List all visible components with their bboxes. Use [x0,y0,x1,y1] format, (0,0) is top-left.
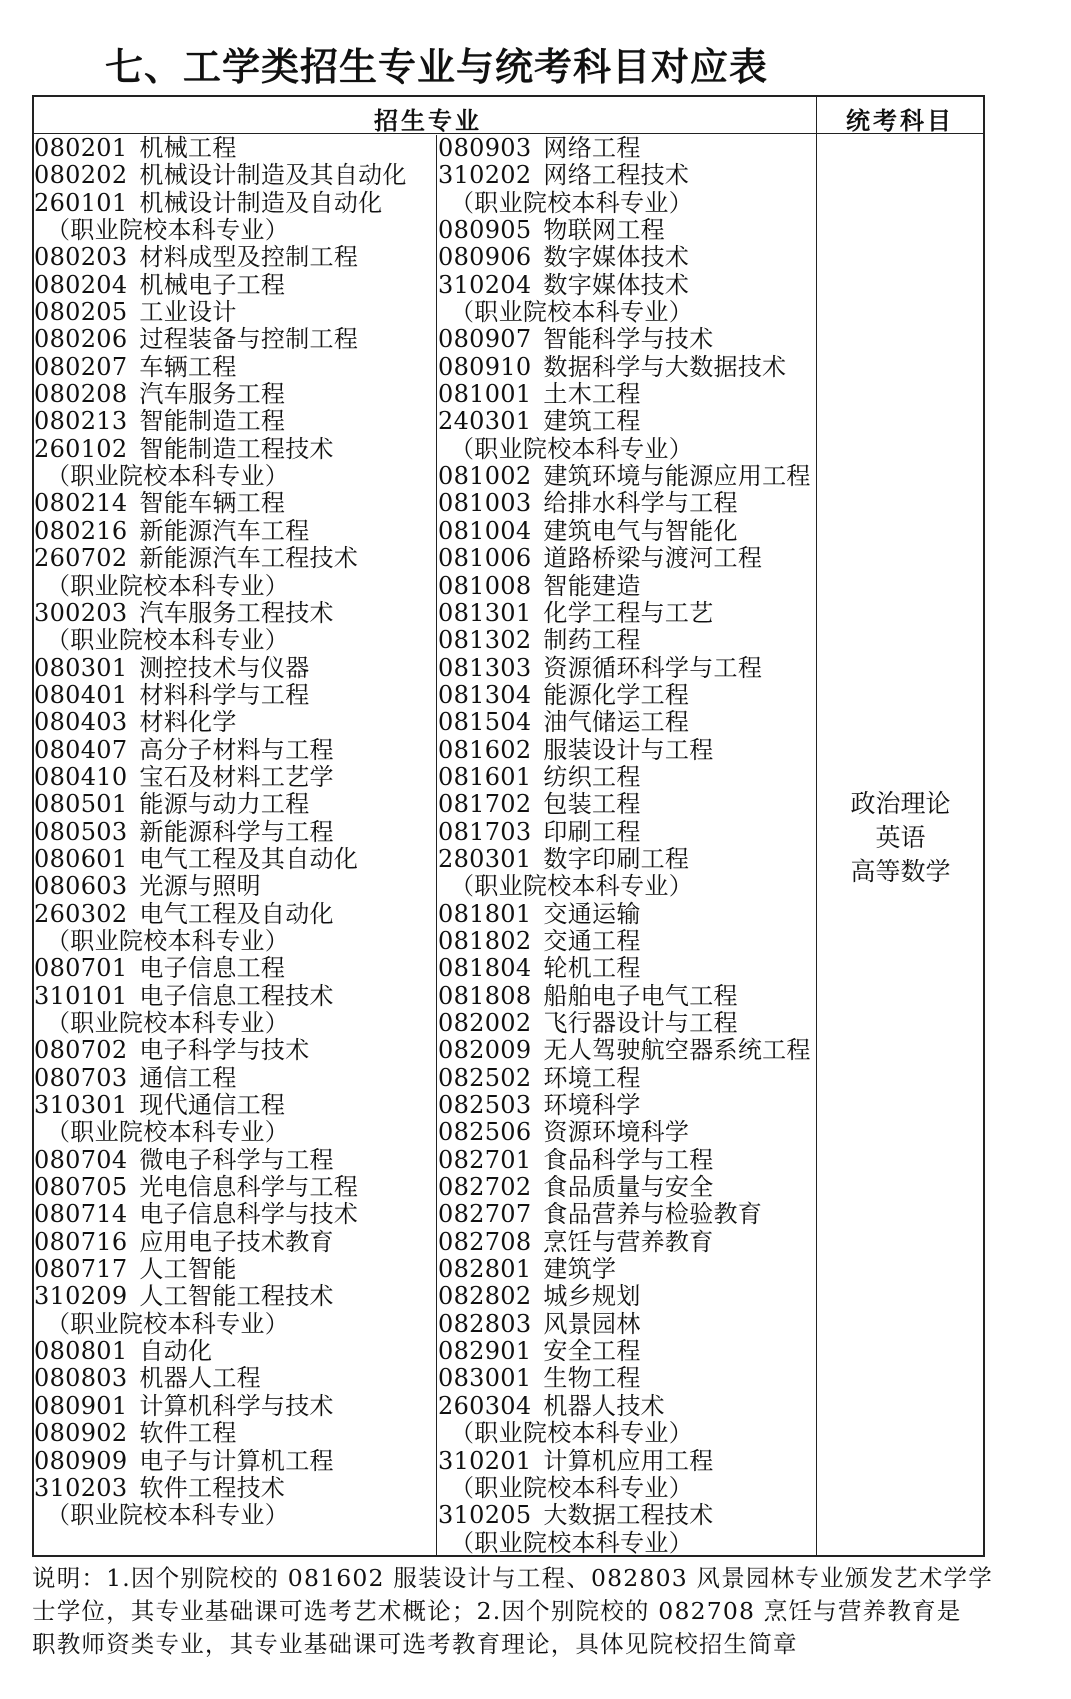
major-name: 给排水科学与工程 [543,490,738,518]
major-code: 080906 [438,244,532,272]
major-row [34,436,434,463]
major-code: 081602 [438,736,532,764]
header-divider [34,133,983,134]
major-note: （职业院校本科专业） [46,1310,289,1338]
major-name: 数据科学与大数据技术 [543,353,787,381]
major-note: （职业院校本科专业） [46,217,289,245]
major-code: 081802 [438,927,532,955]
major-code: 080717 [34,1256,128,1284]
major-name: 机械工程 [139,135,237,162]
major-note: （职业院校本科专业） [46,627,289,655]
major-code: 081002 [438,463,532,491]
major-row [438,1338,814,1365]
major-row [34,873,434,900]
major-name: 土木工程 [543,381,641,409]
major-row [34,791,434,818]
major-name: 机械设计制造及其自动化 [139,162,407,190]
major-name: 环境科学 [543,1092,641,1120]
major-code: 310202 [438,162,532,190]
major-code: 081003 [438,490,532,518]
major-row [34,764,434,791]
major-name: 数字印刷工程 [543,845,690,873]
major-row [438,573,814,600]
major-code: 080702 [34,1037,128,1065]
major-code: 310301 [34,1092,128,1120]
major-name: 光源与照明 [139,873,261,901]
major-code: 310203 [34,1474,128,1502]
major-name: 过程装备与控制工程 [139,326,359,354]
major-name: 电子信息工程 [139,955,286,983]
major-name: 建筑工程 [543,408,641,436]
major-code: 080903 [438,135,532,162]
column-divider-majors [436,135,437,1555]
major-name: 微电子科学与工程 [139,1146,334,1174]
major-row [34,901,434,928]
major-code: 082009 [438,1037,532,1065]
major-row [34,682,434,709]
major-code: 080214 [34,490,128,518]
major-code: 080205 [34,299,128,327]
major-code: 080301 [34,654,128,682]
major-code: 081804 [438,955,532,983]
major-code: 081504 [438,709,532,737]
major-row [438,1092,814,1119]
major-name: 计算机科学与技术 [139,1392,334,1420]
major-row [438,1256,814,1283]
subject-item: 英语 [875,823,926,852]
major-code: 080701 [34,955,128,983]
major-row [34,272,434,299]
major-row [34,162,434,189]
major-code: 081001 [438,381,532,409]
major-row [438,217,814,244]
major-code: 080503 [34,818,128,846]
major-name: 网络工程 [543,135,641,162]
major-name: 物联网工程 [543,217,665,245]
major-code: 080202 [34,162,128,190]
major-code: 260304 [438,1392,532,1420]
major-code: 080803 [34,1365,128,1393]
major-row [34,819,434,846]
major-row [34,354,434,381]
major-code: 080410 [34,763,128,791]
major-code: 080902 [34,1420,128,1448]
major-row [34,1393,434,1420]
page-title: 七、工学类招生专业与统考科目对应表 [105,45,769,89]
major-row [34,1256,434,1283]
major-code: 240301 [438,408,532,436]
major-row [34,518,434,545]
major-note: （职业院校本科专业） [46,1010,289,1037]
major-code: 082503 [438,1092,532,1120]
major-note: （职业院校本科专业） [450,189,693,217]
major-row [438,1283,814,1310]
major-name: 油气储运工程 [543,709,690,737]
major-code: 310201 [438,1447,532,1475]
major-row [438,1229,814,1256]
major-row [34,1365,434,1392]
major-name: 船舶电子电气工程 [543,982,738,1010]
major-code: 081006 [438,545,532,573]
footnote-line: 职教师资类专业，其专业基础课可选考教育理论，具体见院校招生简章 [32,1630,798,1658]
major-code: 080705 [34,1174,128,1202]
major-name: 工业设计 [139,299,237,327]
major-row [34,545,434,572]
major-row [34,1475,434,1502]
major-row [438,1037,814,1064]
major-code: 080207 [34,353,128,381]
major-name: 汽车服务工程 [139,381,286,409]
major-code: 080801 [34,1338,128,1366]
major-name: 材料成型及控制工程 [139,244,359,272]
major-name: 光电信息科学与工程 [139,1174,359,1202]
major-name: 机器人工程 [139,1365,261,1393]
major-code: 080716 [34,1228,128,1256]
major-name: 电子科学与技术 [139,1037,310,1065]
major-row [438,1393,814,1420]
major-name: 机械电子工程 [139,271,286,299]
major-name: 人工智能工程技术 [139,1283,334,1311]
major-name: 印刷工程 [543,818,641,846]
major-row [34,1147,434,1174]
major-row [34,955,434,982]
major-note: （职业院校本科专业） [46,1502,289,1530]
major-row [34,1065,434,1092]
major-row [438,983,814,1010]
major-code: 080601 [34,845,128,873]
major-row [438,272,814,299]
major-note: （职业院校本科专业） [46,572,289,600]
major-code: 310204 [438,271,532,299]
major-name: 新能源汽车工程技术 [139,545,359,573]
major-name: 飞行器设计与工程 [543,1010,738,1037]
major-name: 交通运输 [543,900,641,928]
major-code: 083001 [438,1365,532,1393]
major-row [34,135,434,162]
major-note: （职业院校本科专业） [450,873,693,901]
major-code: 080909 [34,1447,128,1475]
major-row [438,463,814,490]
major-row [438,1174,814,1201]
major-row [438,737,814,764]
major-name: 材料科学与工程 [139,681,310,709]
major-row [34,1229,434,1256]
major-name: 服装设计与工程 [543,736,714,764]
major-name: 生物工程 [543,1365,641,1393]
major-name: 机械设计制造及自动化 [139,189,383,217]
major-name: 车辆工程 [139,353,237,381]
major-row [34,1338,434,1365]
major-row [438,627,814,654]
major-row [34,737,434,764]
major-code: 080204 [34,271,128,299]
major-code: 260302 [34,900,128,928]
major-code: 082701 [438,1146,532,1174]
major-code: 080603 [34,873,128,901]
major-row [438,1365,814,1392]
major-row [34,709,434,736]
major-code: 080403 [34,709,128,737]
major-code: 081601 [438,763,532,791]
major-code: 080714 [34,1201,128,1229]
major-row [438,819,814,846]
major-code: 310101 [34,982,128,1010]
major-code: 080703 [34,1064,128,1092]
footnote-line: 说明：1.因个别院校的 081602 服装设计与工程、082803 风景园林专业颁发艺术学学 [32,1564,993,1592]
major-name: 数字媒体技术 [543,244,690,272]
major-name: 现代通信工程 [139,1092,286,1120]
major-code: 300203 [34,599,128,627]
major-code: 081703 [438,818,532,846]
exam-subjects [816,787,985,889]
major-row [438,764,814,791]
major-row [438,518,814,545]
major-note: （职业院校本科专业） [450,1474,693,1502]
major-row [34,408,434,435]
major-row [438,846,814,873]
major-name: 智能建造 [543,572,641,600]
major-code: 081702 [438,791,532,819]
major-row [438,1147,814,1174]
major-code: 082708 [438,1228,532,1256]
major-code: 080206 [34,326,128,354]
major-name: 计算机应用工程 [543,1447,714,1475]
major-name: 材料化学 [139,709,237,737]
major-name: 安全工程 [543,1338,641,1366]
major-code: 081302 [438,627,532,655]
major-code: 081304 [438,681,532,709]
subject-item: 高等数学 [850,857,951,886]
major-name: 环境工程 [543,1064,641,1092]
header-major: 招生专业 [374,106,482,135]
major-name: 电子信息工程技术 [139,982,334,1010]
major-note: （职业院校本科专业） [450,1529,693,1557]
major-name: 电子信息科学与技术 [139,1201,359,1229]
major-code: 280301 [438,845,532,873]
major-row [34,490,434,517]
major-code: 082803 [438,1310,532,1338]
major-name: 电气工程及其自动化 [139,845,359,873]
major-row [34,1420,434,1447]
major-code: 080905 [438,217,532,245]
major-row [34,1283,434,1310]
major-name: 网络工程技术 [543,162,690,190]
major-code: 082002 [438,1010,532,1037]
major-row [34,244,434,271]
major-row [438,162,814,189]
major-name: 城乡规划 [543,1283,641,1311]
major-row [438,709,814,736]
major-code: 082702 [438,1174,532,1202]
major-note: （职业院校本科专业） [450,1420,693,1448]
major-name: 电子与计算机工程 [139,1447,334,1475]
header-subject: 统考科目 [846,106,954,135]
major-code: 080201 [34,135,128,162]
major-row [438,326,814,353]
major-code: 081808 [438,982,532,1010]
major-name: 智能科学与技术 [543,326,714,354]
major-name: 智能制造工程 [139,408,286,436]
major-name: 大数据工程技术 [543,1502,714,1530]
major-name: 测控技术与仪器 [139,654,310,682]
major-name: 新能源科学与工程 [139,818,334,846]
major-code: 080501 [34,791,128,819]
major-row [438,682,814,709]
major-code: 081008 [438,572,532,600]
major-name: 能源化学工程 [543,681,690,709]
major-code: 082801 [438,1256,532,1284]
major-code: 310205 [438,1502,532,1530]
major-row [438,135,814,162]
major-code: 080203 [34,244,128,272]
footnote-line: 士学位，其专业基础课可选考艺术概论；2.因个别院校的 082708 烹饪与营养教育是 [32,1597,962,1625]
major-row [34,600,434,627]
major-code: 260101 [34,189,128,217]
major-row [438,1065,814,1092]
major-name: 包装工程 [543,791,641,819]
major-code: 080213 [34,408,128,436]
major-row [34,190,434,217]
major-note: （职业院校本科专业） [46,463,289,491]
major-row [34,983,434,1010]
major-note: （职业院校本科专业） [450,435,693,463]
major-column-left [34,135,434,1530]
major-code: 081801 [438,900,532,928]
major-name: 智能制造工程技术 [139,435,334,463]
major-code: 080208 [34,381,128,409]
major-row [34,381,434,408]
major-row [438,545,814,572]
major-name: 宝石及材料工艺学 [139,763,334,791]
major-row [34,1037,434,1064]
major-row [438,901,814,928]
major-name: 机器人技术 [543,1392,665,1420]
major-name: 轮机工程 [543,955,641,983]
major-row [438,244,814,271]
major-name: 无人驾驶航空器系统工程 [543,1037,811,1065]
major-row [438,1201,814,1228]
major-name: 汽车服务工程技术 [139,599,334,627]
major-name: 食品质量与安全 [543,1174,714,1202]
major-code: 260702 [34,545,128,573]
major-name: 新能源汽车工程 [139,517,310,545]
major-name: 食品营养与检验教育 [543,1201,763,1229]
major-code: 082802 [438,1283,532,1311]
major-row [438,354,814,381]
subject-item: 政治理论 [850,789,951,818]
major-row [34,846,434,873]
major-note: （职业院校本科专业） [46,1119,289,1147]
major-code: 080216 [34,517,128,545]
major-name: 应用电子技术教育 [139,1228,334,1256]
major-row [34,1092,434,1119]
major-code: 080407 [34,736,128,764]
major-row [438,408,814,435]
major-name: 能源与动力工程 [139,791,310,819]
major-row [34,655,434,682]
major-name: 高分子材料与工程 [139,736,334,764]
major-row [438,1448,814,1475]
major-code: 080907 [438,326,532,354]
major-row [438,655,814,682]
major-code: 081004 [438,517,532,545]
major-name: 自动化 [139,1338,213,1366]
major-name: 软件工程 [139,1420,237,1448]
major-row [34,1448,434,1475]
major-name: 数字媒体技术 [543,271,690,299]
major-name: 食品科学与工程 [543,1146,714,1174]
major-row [34,326,434,353]
major-row [438,1119,814,1146]
major-name: 智能车辆工程 [139,490,286,518]
major-code: 081303 [438,654,532,682]
major-row [438,928,814,955]
major-name: 电气工程及自动化 [139,900,334,928]
major-name: 风景园林 [543,1310,641,1338]
major-code: 080901 [34,1392,128,1420]
major-subject-table [32,95,985,1557]
major-name: 资源环境科学 [543,1119,690,1147]
major-code: 082901 [438,1338,532,1366]
major-row [438,955,814,982]
major-row [438,1502,814,1529]
major-name: 制药工程 [543,627,641,655]
major-row [438,600,814,627]
major-row [34,299,434,326]
major-column-right [438,135,814,1557]
major-row [34,1174,434,1201]
major-name: 资源循环科学与工程 [543,654,763,682]
major-note: （职业院校本科专业） [450,299,693,327]
major-row [438,791,814,818]
major-note: （职业院校本科专业） [46,927,289,955]
major-name: 建筑电气与智能化 [543,517,738,545]
major-name: 烹饪与营养教育 [543,1228,714,1256]
major-row [438,1010,814,1037]
major-code: 080910 [438,353,532,381]
major-code: 080401 [34,681,128,709]
major-name: 建筑环境与能源应用工程 [543,463,811,491]
major-name: 人工智能 [139,1256,237,1284]
major-code: 082707 [438,1201,532,1229]
major-name: 交通工程 [543,927,641,955]
major-name: 化学工程与工艺 [543,599,714,627]
major-code: 260102 [34,435,128,463]
major-row [438,1311,814,1338]
major-code: 082502 [438,1064,532,1092]
major-name: 纺织工程 [543,763,641,791]
major-row [438,490,814,517]
footnote [32,1562,1042,1661]
major-code: 310209 [34,1283,128,1311]
major-name: 软件工程技术 [139,1474,286,1502]
major-name: 通信工程 [139,1064,237,1092]
major-code: 081301 [438,599,532,627]
major-row [34,1201,434,1228]
major-code: 082506 [438,1119,532,1147]
major-name: 建筑学 [543,1256,617,1284]
major-code: 080704 [34,1146,128,1174]
major-row [438,381,814,408]
major-name: 道路桥梁与渡河工程 [543,545,763,573]
